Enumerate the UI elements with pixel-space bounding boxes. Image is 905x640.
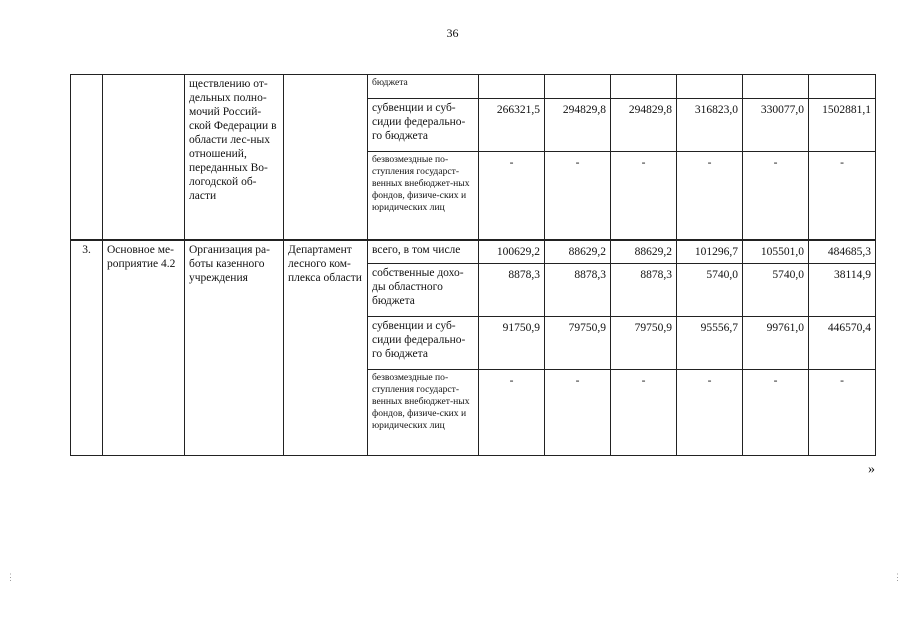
- measure-name-cell: Организация ра-боты казенного учреждения: [185, 240, 284, 456]
- row-number-cell: 3.: [71, 240, 103, 456]
- value-cell: [809, 75, 876, 99]
- scan-mark: ⋮: [893, 572, 902, 582]
- value-cell: [743, 75, 809, 99]
- source-cell: безвозмездные по-ступления государст-венных внебюджет-ных фондов, физиче-ских и юридических лиц: [368, 370, 479, 456]
- value-cell: -: [809, 152, 876, 240]
- executor-cell: [284, 75, 368, 240]
- value-cell: 95556,7: [677, 317, 743, 370]
- value-cell: 105501,0: [743, 240, 809, 264]
- value-cell: 101296,7: [677, 240, 743, 264]
- value-cell: 8878,3: [611, 264, 677, 317]
- value-cell: 446570,4: [809, 317, 876, 370]
- value-cell: 1502881,1: [809, 99, 876, 152]
- value-cell: -: [611, 370, 677, 456]
- value-cell: 266321,5: [479, 99, 545, 152]
- value-cell: 79750,9: [545, 317, 611, 370]
- value-cell: 294829,8: [545, 99, 611, 152]
- executor-cell: Департамент лесного ком-плекса области: [284, 240, 368, 456]
- page-number: 36: [446, 26, 459, 40]
- value-cell: -: [479, 370, 545, 456]
- measure-cell: [103, 75, 185, 240]
- row-number-cell: [71, 75, 103, 240]
- scan-mark: ⋮: [6, 572, 15, 582]
- source-cell: всего, в том числе: [368, 240, 479, 264]
- source-cell: субвенции и суб-сидии федерально-го бюджета: [368, 317, 479, 370]
- value-cell: 79750,9: [611, 317, 677, 370]
- value-cell: -: [743, 370, 809, 456]
- source-cell: собственные дохо-ды областного бюджета: [368, 264, 479, 317]
- value-cell: -: [809, 370, 876, 456]
- table-row: [71, 240, 876, 264]
- source-cell: бюджета: [368, 75, 479, 99]
- value-cell: -: [545, 370, 611, 456]
- value-cell: -: [479, 152, 545, 240]
- value-cell: 100629,2: [479, 240, 545, 264]
- value-cell: 88629,2: [545, 240, 611, 264]
- value-cell: 294829,8: [611, 99, 677, 152]
- value-cell: 8878,3: [479, 264, 545, 317]
- value-cell: 5740,0: [743, 264, 809, 317]
- value-cell: 330077,0: [743, 99, 809, 152]
- value-cell: 484685,3: [809, 240, 876, 264]
- value-cell: 8878,3: [545, 264, 611, 317]
- measure-name-cell: ществлению от-дельных полно-мочий Россий-ской Федерации в области лес-ных отношений, переданных Во-логодской об-ласти: [185, 75, 284, 240]
- measure-cell: Основное ме-роприятие 4.2: [103, 240, 185, 456]
- value-cell: 99761,0: [743, 317, 809, 370]
- value-cell: -: [677, 370, 743, 456]
- value-cell: -: [545, 152, 611, 240]
- value-cell: [545, 75, 611, 99]
- value-cell: [677, 75, 743, 99]
- value-cell: -: [677, 152, 743, 240]
- value-cell: 38114,9: [809, 264, 876, 317]
- value-cell: [479, 75, 545, 99]
- closing-quote-mark: »: [868, 462, 875, 477]
- value-cell: 91750,9: [479, 317, 545, 370]
- table-row: [71, 75, 876, 99]
- value-cell: [611, 75, 677, 99]
- value-cell: 88629,2: [611, 240, 677, 264]
- source-cell: субвенции и суб-сидии федерально-го бюджета: [368, 99, 479, 152]
- budget-table: [70, 74, 876, 456]
- source-cell: безвозмездные по-ступления государст-венных внебюджет-ных фондов, физиче-ских и юридических лиц: [368, 152, 479, 240]
- value-cell: 316823,0: [677, 99, 743, 152]
- value-cell: -: [611, 152, 677, 240]
- value-cell: -: [743, 152, 809, 240]
- value-cell: 5740,0: [677, 264, 743, 317]
